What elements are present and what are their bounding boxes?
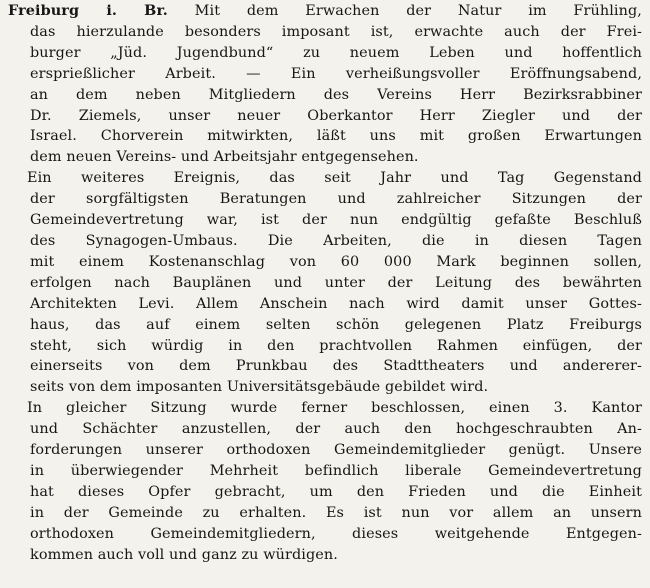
article-line: steht, sich würdig in den prachtvollen Rahmen einfügen, der: [30, 337, 642, 354]
article-line: des Synagogen-Umbaus. Die Arbeiten, die in diesen Tagen: [30, 232, 642, 249]
article-line: burger „Jüd. Jugendbund“ zu neuem Leben und hoffentlich: [30, 44, 642, 61]
article-line: Ein weiteres Ereignis, das seit Jahr und Tag Gegenstand: [27, 170, 642, 187]
article-line: hat dieses Opfer gebracht, um den Frieden und die Einheit: [30, 483, 642, 500]
article-line: an dem neben Mitgliedern des Vereins Herr Bezirksrabbiner: [30, 86, 642, 103]
paragraph-3: [27, 398, 642, 565]
article-line: Israel. Chorverein mitwirkten, läßt uns mit großen Erwartungen: [30, 128, 642, 145]
article-line: einerseits von dem Prunkbau des Stadttheaters und andererer-: [30, 358, 642, 375]
article-line: und Schächter anzustellen, der auch den hochgeschraubten An-: [30, 421, 642, 438]
article-line: der sorgfältigsten Beratungen und zahlreicher Sitzungen der: [30, 191, 642, 208]
article-line: erfolgen nach Bauplänen und unter der Leitung des bewährten: [30, 274, 642, 291]
article-line: ersprießlicher Arbeit. — Ein verheißungsvoller Eröffnungsabend,: [30, 65, 642, 82]
article-line: haus, das auf einem selten schön gelegenen Platz Freiburgs: [30, 316, 642, 333]
article-line: Freiburg i. Br. Mit dem Erwachen der Natur im Frühling,: [8, 2, 642, 19]
article-line: Gemeindevertretung war, ist der nun endgültig gefaßte Beschluß: [30, 212, 642, 229]
article-line: Architekten Levi. Allem Anschein nach wird damit unser Gottes-: [30, 295, 642, 312]
article-heading: Freiburg i. Br.: [8, 2, 168, 19]
article-line: seits von dem imposanten Universitätsgebäude gebildet wird.: [30, 379, 489, 396]
article-line: das hierzulande besonders imposant ist, erwachte auch der Frei-: [30, 23, 642, 40]
article-line: orthodoxen Gemeindemitgliedern, dieses weitgehende Entgegen-: [30, 525, 642, 542]
article-line: In gleicher Sitzung wurde ferner beschlossen, einen 3. Kantor: [27, 400, 642, 417]
paragraph-2: [27, 168, 642, 398]
article-line: forderungen unserer orthodoxen Gemeindemitglieder genügt. Unsere: [30, 442, 642, 459]
article-line: Dr. Ziemels, unser neuer Oberkantor Herr Ziegler und der: [30, 107, 642, 124]
article-line: in der Gemeinde zu erhalten. Es ist nun vor allem an unsern: [30, 504, 642, 521]
article-line: kommen auch voll und ganz zu würdigen.: [30, 546, 338, 563]
article-line: in überwiegender Mehrheit befindlich liberale Gemeindevertretung: [30, 462, 642, 479]
article-line: dem neuen Vereins- und Arbeitsjahr entgegensehen.: [30, 149, 419, 166]
paragraph-1: [8, 1, 642, 168]
article-line: mit einem Kostenanschlag von 60 000 Mark beginnen sollen,: [30, 253, 642, 270]
